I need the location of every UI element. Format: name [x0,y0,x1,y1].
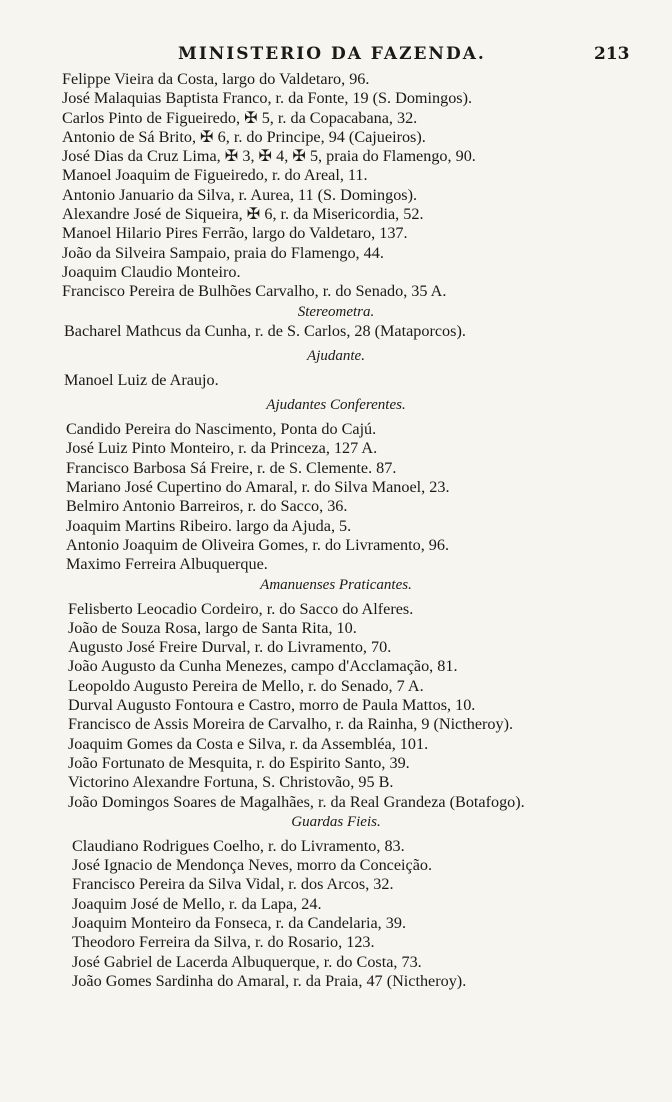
list-line: Felippe Vieira da Costa, largo do Valdetaro, 96. [62,70,370,88]
section-heading-ajudantes-conferentes: Ajudantes Conferentes. [266,397,406,414]
list-line: Manoel Hilario Pires Ferrão, largo do Valdetaro, 137. [62,224,408,243]
page-number: 213 [594,44,630,64]
guardas-list [0,837,672,991]
section-heading-amanuenses: Amanuenses Praticantes. [260,576,412,593]
list-line: Durval Augusto Fontoura e Castro, morro de Paula Mattos, 10. [68,696,476,715]
section-heading-ajudante: Ajudante. [307,347,365,364]
list-line: João de Souza Rosa, largo de Santa Rita, 10. [68,618,357,637]
list-line: João da Silveira Sampaio, praia do Flamengo, 44. [62,243,384,262]
list-line: José Ignacio de Mendonça Neves, morro da Conceição. [72,856,433,875]
amanuenses-list [0,600,672,812]
section-heading-stereometra: Stereometra. [297,303,375,320]
list-line: João Fortunato de Mesquita, r. do Espirito Santo, 39. [68,753,410,772]
section-heading-guardas: Guardas Fieis. [291,813,381,830]
list-line: Antonio Januario da Silva, r. Aurea, 11 (S. Domingos). [62,185,418,204]
list-line: João Augusto da Cunha Menezes, campo d'Acclamação, 81. [68,657,458,676]
list-line: Leopoldo Augusto Pereira de Mello, r. do Senado, 7 A. [68,676,424,695]
list-line: Manoel Luiz de Araujo. [64,370,219,389]
list-line: José Dias da Cruz Lima, ✠ 3, ✠ 4, ✠ 5, praia do Flamengo, 90. [62,147,476,166]
list-line: Joaquim Martins Ribeiro. largo da Ajuda, 5. [66,516,352,535]
list-line: Theodoro Ferreira da Silva, r. do Rosario, 123. [72,933,375,952]
list-line: João Domingos Soares de Magalhães, r. da Real Grandeza (Botafogo). [68,792,525,811]
list-line: Maximo Ferreira Albuquerque. [66,555,268,574]
page-header [0,44,672,72]
list-line: Joaquim Gomes da Costa e Silva, r. da Assembléa, 101. [68,734,429,753]
page-body [0,70,672,991]
list-line: José Gabriel de Lacerda Albuquerque, r. do Costa, 73. [72,952,422,971]
top-list [0,70,672,302]
ajudantes-conferentes-list [0,420,672,574]
list-line: Felisberto Leocadio Cordeiro, r. do Sacco do Alferes. [68,599,414,618]
list-line: Augusto José Freire Durval, r. do Livramento, 70. [68,638,392,657]
list-line: Francisco Pereira de Bulhões Carvalho, r. do Senado, 35 A. [62,282,447,301]
list-line: Joaquim Monteiro da Fonseca, r. da Candelaria, 39. [72,913,407,932]
list-line: Joaquim Claudio Monteiro. [62,262,241,281]
stereometra-list [0,322,672,341]
list-line: Victorino Alexandre Fortuna, S. Christovão, 95 B. [68,773,394,792]
list-line: Carlos Pinto de Figueiredo, ✠ 5, r. da Copacabana, 32. [62,108,418,127]
list-line: Alexandre José de Siqueira, ✠ 6, r. da Misericordia, 52. [62,205,424,224]
list-line: Francisco Pereira da Silva Vidal, r. dos Arcos, 32. [72,875,394,894]
list-line: Bacharel Mathcus da Cunha, r. de S. Carlos, 28 (Mataporcos). [64,321,466,340]
list-line: Mariano José Cupertino do Amaral, r. do Silva Manoel, 23. [66,478,450,497]
list-line: Candido Pereira do Nascimento, Ponta do Cajú. [66,420,377,439]
list-line: Antonio de Sá Brito, ✠ 6, r. do Principe, 94 (Cajueiros). [62,127,426,146]
list-line: Claudiano Rodrigues Coelho, r. do Livramento, 83. [72,836,405,855]
list-line: Belmiro Antonio Barreiros, r. do Sacco, 36. [66,497,348,516]
list-line: Francisco de Assis Moreira de Carvalho, r. da Rainha, 9 (Nictheroy). [68,715,514,734]
running-title: MINISTERIO DA FAZENDA. [178,44,486,64]
ajudante-list [0,371,672,390]
list-line: José Malaquias Baptista Franco, r. da Fonte, 19 (S. Domingos). [62,89,473,108]
list-line: Manoel Joaquim de Figueiredo, r. do Areal, 11. [62,166,368,185]
list-line: Francisco Barbosa Sá Freire, r. de S. Clemente. 87. [66,458,397,477]
list-line: Joaquim José de Mello, r. da Lapa, 24. [72,894,322,913]
list-line: José Luiz Pinto Monteiro, r. da Princeza, 127 A. [66,439,378,458]
list-line: João Gomes Sardinha do Amaral, r. da Praia, 47 (Nictheroy). [72,971,467,990]
list-line: Antonio Joaquim de Oliveira Gomes, r. do Livramento, 96. [66,535,450,554]
